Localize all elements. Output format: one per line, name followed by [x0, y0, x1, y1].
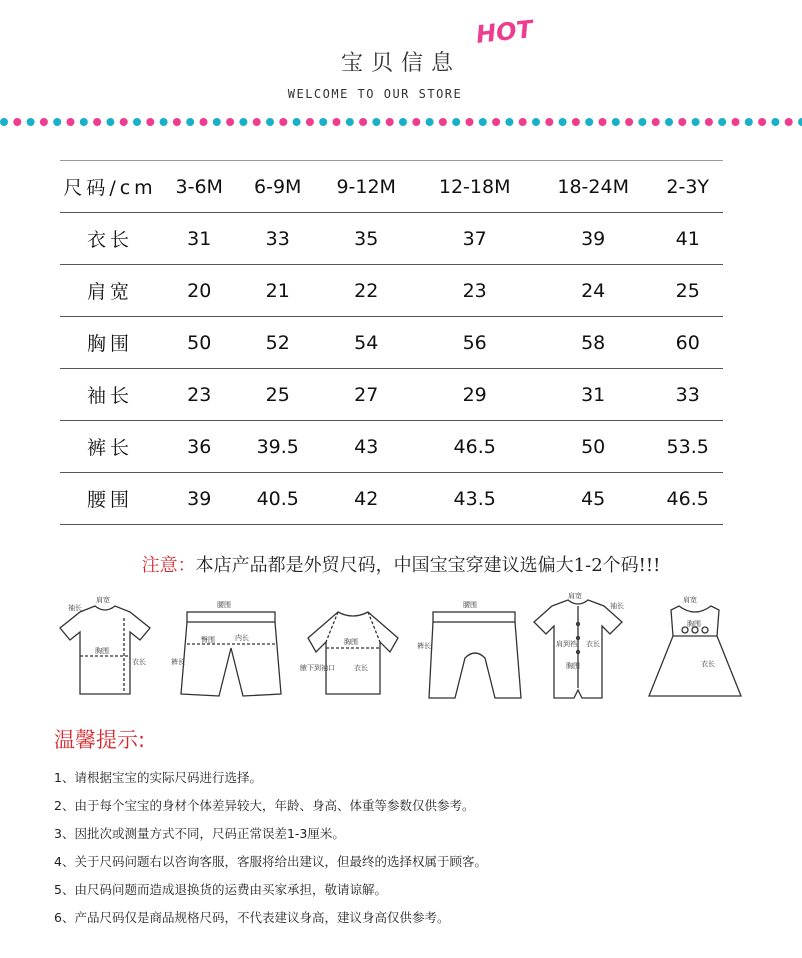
divider-dot — [732, 118, 740, 126]
divider-dot — [13, 118, 21, 126]
list-item: 2、由于每个宝宝的身材个体差异较大，年龄、身高、体重等参数仅供参考。 — [54, 798, 475, 813]
divider-dot — [67, 118, 75, 126]
table-cell: 41 — [652, 213, 723, 265]
diagram-label: 肩宽 — [96, 596, 110, 604]
divider-dot — [27, 118, 35, 126]
table-row — [60, 213, 723, 265]
row-label: 腰围 — [60, 473, 160, 525]
divider-dot — [625, 118, 633, 126]
row-label: 衣长 — [60, 213, 160, 265]
divider-dot — [426, 118, 434, 126]
table-cell: 39.5 — [238, 421, 316, 473]
divider-dot — [346, 118, 354, 126]
divider-dot — [226, 118, 234, 126]
divider-dot — [40, 118, 48, 126]
divider-dot — [120, 118, 128, 126]
table-cell: 35 — [317, 213, 415, 265]
table-cell: 54 — [317, 317, 415, 369]
divider-dot — [705, 118, 713, 126]
row-label: 肩宽 — [60, 265, 160, 317]
divider-dot — [200, 118, 208, 126]
diagram-label: 腰围 — [217, 601, 231, 609]
divider-dot — [253, 118, 261, 126]
shorts-diagram-icon — [171, 600, 281, 696]
table-cell: 36 — [160, 421, 238, 473]
size-header-row — [60, 161, 723, 213]
store-subtitle: WELCOME TO OUR STORE — [287, 87, 463, 101]
divider-dot — [239, 118, 247, 126]
diagram-label: 裤长 — [417, 642, 431, 650]
divider-dot — [53, 118, 61, 126]
table-cell: 23 — [415, 265, 533, 317]
table-cell: 25 — [238, 369, 316, 421]
list-item: 1、请根据宝宝的实际尺码进行选择。 — [54, 770, 262, 785]
size-unit-header: 尺码/cm — [60, 161, 160, 213]
size-header: 18-24M — [534, 161, 652, 213]
diagram-label: 衣长 — [132, 658, 146, 666]
table-cell: 43.5 — [415, 473, 533, 525]
table-cell: 46.5 — [652, 473, 723, 525]
divider-dot — [585, 118, 593, 126]
divider-dot — [652, 118, 660, 126]
divider-dot — [386, 118, 394, 126]
pants-diagram-icon — [417, 600, 521, 698]
table-cell: 42 — [317, 473, 415, 525]
divider-dot — [612, 118, 620, 126]
table-cell: 29 — [415, 369, 533, 421]
divider-dot — [412, 118, 420, 126]
diagram-label: 胸围 — [95, 647, 109, 655]
table-cell: 50 — [534, 421, 652, 473]
table-cell: 33 — [238, 213, 316, 265]
table-cell: 37 — [415, 213, 533, 265]
measurement-diagrams — [40, 590, 760, 708]
table-cell: 50 — [160, 317, 238, 369]
divider-dot — [599, 118, 607, 126]
dress-diagram-icon — [649, 595, 741, 696]
tips-title: 温馨提示: — [54, 728, 146, 752]
table-cell: 31 — [160, 213, 238, 265]
page-title: 宝贝信息 — [340, 51, 461, 76]
list-item: 5、由尺码问题而造成退换货的运费由买家承担，敬请谅解。 — [54, 882, 387, 897]
divider-dot — [80, 118, 88, 126]
divider-dot — [146, 118, 154, 126]
table-row — [60, 369, 723, 421]
divider-dot — [492, 118, 500, 126]
row-label: 胸围 — [60, 317, 160, 369]
table-cell: 24 — [534, 265, 652, 317]
size-header: 6-9M — [238, 161, 316, 213]
row-label: 裤长 — [60, 421, 160, 473]
divider-dot — [293, 118, 301, 126]
divider-dot — [160, 118, 168, 126]
diagram-label: 肩宽 — [683, 596, 697, 604]
size-header: 12-18M — [415, 161, 533, 213]
dotted-divider — [0, 116, 802, 128]
row-label: 袖长 — [60, 369, 160, 421]
table-cell: 39 — [534, 213, 652, 265]
notice-prefix: 注意： — [141, 555, 196, 576]
divider-dot — [306, 118, 314, 126]
table-cell: 27 — [317, 369, 415, 421]
table-row — [60, 421, 723, 473]
diagram-label: 腋下到袖口 — [300, 664, 335, 672]
table-cell: 21 — [238, 265, 316, 317]
table-cell: 40.5 — [238, 473, 316, 525]
table-cell: 56 — [415, 317, 533, 369]
diagram-label: 衣长 — [701, 660, 715, 668]
table-cell: 52 — [238, 317, 316, 369]
table-cell: 60 — [652, 317, 723, 369]
divider-dot — [692, 118, 700, 126]
size-table — [60, 160, 723, 525]
tshirt-diagram-icon — [60, 595, 150, 694]
divider-dot — [319, 118, 327, 126]
table-cell: 23 — [160, 369, 238, 421]
divider-dot — [559, 118, 567, 126]
divider-dot — [665, 118, 673, 126]
divider-dot — [173, 118, 181, 126]
divider-dot — [798, 118, 802, 126]
diagram-label: 袖长 — [610, 602, 624, 610]
table-cell: 53.5 — [652, 421, 723, 473]
diagram-label: 臀围 — [201, 636, 215, 644]
diagram-label: 胸围 — [566, 662, 580, 670]
notice-text: 本店产品都是外贸尺码，中国宝宝穿建议选偏大1-2个码!!! — [195, 555, 661, 576]
divider-dot — [519, 118, 527, 126]
diagram-label: 衣长 — [586, 640, 600, 648]
divider-dot — [399, 118, 407, 126]
table-cell: 33 — [652, 369, 723, 421]
size-header: 3-6M — [160, 161, 238, 213]
list-item: 6、产品尺码仅是商品规格尺码，不代表建议身高，建议身高仅供参考。 — [54, 910, 450, 925]
divider-dot — [745, 118, 753, 126]
divider-dot — [266, 118, 274, 126]
diagram-label: 袖长 — [68, 604, 82, 612]
table-cell: 46.5 — [415, 421, 533, 473]
diagram-label: 衣长 — [354, 664, 368, 672]
divider-dot — [133, 118, 141, 126]
size-header: 2-3Y — [652, 161, 723, 213]
diagram-label: 裤长 — [171, 658, 185, 666]
divider-dot — [479, 118, 487, 126]
diagram-label: 内长 — [235, 634, 249, 642]
divider-dot — [466, 118, 474, 126]
list-item: 4、关于尺码问题右以咨询客服，客服将给出建议，但最终的选择权属于顾客。 — [54, 854, 487, 869]
table-cell: 31 — [534, 369, 652, 421]
table-cell: 58 — [534, 317, 652, 369]
divider-dot — [93, 118, 101, 126]
romper-diagram-icon — [534, 591, 624, 698]
raglan-shirt-diagram-icon — [300, 612, 398, 694]
divider-dot — [532, 118, 540, 126]
table-cell: 45 — [534, 473, 652, 525]
divider-dot — [678, 118, 686, 126]
divider-dot — [572, 118, 580, 126]
divider-dot — [758, 118, 766, 126]
divider-dot — [186, 118, 194, 126]
divider-dot — [439, 118, 447, 126]
diagram-label: 胸围 — [344, 638, 358, 646]
divider-dot — [333, 118, 341, 126]
list-item: 3、因批次或测量方式不同，尺码正常误差1-3厘米。 — [54, 826, 345, 841]
table-cell: 43 — [317, 421, 415, 473]
divider-dot — [718, 118, 726, 126]
divider-dot — [638, 118, 646, 126]
table-cell: 22 — [317, 265, 415, 317]
diagram-label: 肩宽 — [568, 592, 582, 600]
table-row — [60, 317, 723, 369]
hot-badge: HOT — [474, 15, 535, 49]
divider-dot — [372, 118, 380, 126]
size-notice — [0, 551, 802, 577]
divider-dot — [106, 118, 114, 126]
divider-dot — [213, 118, 221, 126]
size-header: 9-12M — [317, 161, 415, 213]
divider-dot — [771, 118, 779, 126]
divider-dot — [0, 118, 8, 126]
table-cell: 20 — [160, 265, 238, 317]
divider-dot — [452, 118, 460, 126]
diagram-label: 肩到裆 — [556, 640, 577, 648]
diagram-label: 腰围 — [463, 601, 477, 609]
diagram-label: 胸围 — [687, 620, 701, 628]
table-row — [60, 265, 723, 317]
divider-dot — [785, 118, 793, 126]
divider-dot — [545, 118, 553, 126]
divider-dot — [359, 118, 367, 126]
divider-dot — [505, 118, 513, 126]
table-row — [60, 473, 723, 525]
table-cell: 39 — [160, 473, 238, 525]
tips-list — [54, 768, 487, 936]
table-cell: 25 — [652, 265, 723, 317]
divider-dot — [279, 118, 287, 126]
